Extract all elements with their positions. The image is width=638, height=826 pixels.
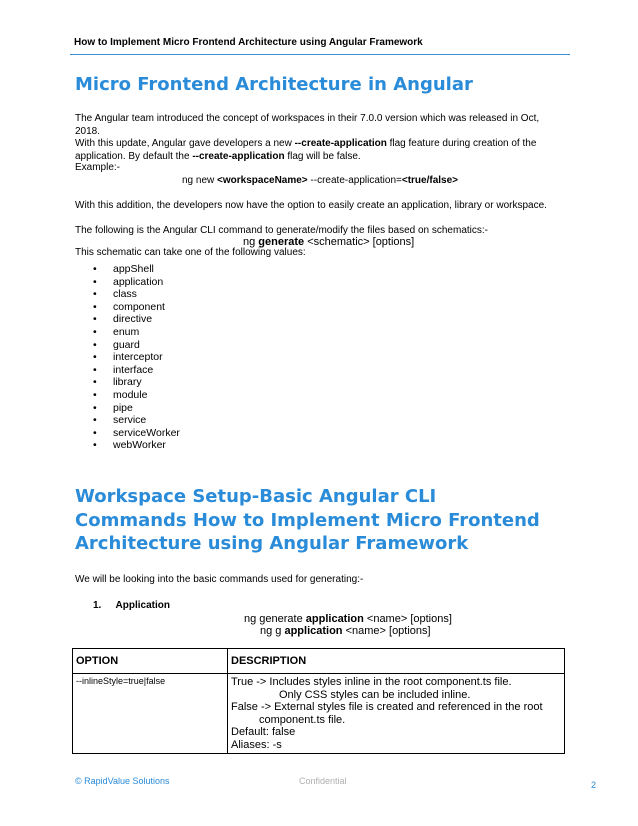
workspace-paragraph: With this addition, the developers now have the option to easily create an application, library or workspace.	[75, 200, 547, 211]
list-item-text: interface	[113, 363, 154, 376]
bullet-icon: •	[93, 288, 97, 301]
cmd4-c: <name> [options]	[342, 625, 431, 637]
list-item	[93, 351, 180, 364]
list-item-text: enum	[113, 325, 140, 338]
intro-paragraph	[75, 113, 555, 163]
cmd3-a: ng generate	[244, 613, 306, 625]
bullet-icon: •	[93, 388, 97, 401]
cmd2-c: <schematic> [options]	[304, 236, 415, 248]
desc-line: Default: false	[231, 726, 296, 738]
cmd1-a: ng new	[182, 175, 218, 186]
list-item-text: appShell	[113, 263, 154, 275]
cmd4-b: application	[284, 625, 343, 637]
list-item-text: pipe	[113, 401, 133, 414]
bullet-icon: •	[93, 300, 97, 313]
intro-line-1: The Angular team introduced the concept of workspaces in their 7.0.0 version which was released in Oct, 2018.	[75, 113, 540, 137]
list-item	[93, 389, 180, 402]
bullet-icon: •	[93, 351, 97, 364]
list-item-text: directive	[113, 313, 153, 326]
values-intro: This schematic can take one of the following values:	[75, 247, 306, 258]
list-item-text: service	[113, 414, 147, 427]
option-cell: --inlineStyle=true|false	[73, 674, 228, 754]
list-item	[93, 414, 180, 427]
bullet-icon: •	[93, 363, 97, 376]
cmd1-b: <workspaceName>	[217, 175, 308, 186]
list-item	[93, 439, 180, 452]
intro-flag-2: --create-application	[192, 150, 285, 162]
list-item-text: application	[113, 275, 164, 288]
list-item	[93, 263, 180, 276]
schematics-paragraph: The following is the Angular CLI command to generate/modify the files based on schematics:-	[75, 225, 488, 236]
intro-line-3a: application. By default the	[75, 150, 193, 162]
cmd4-a: ng g	[260, 625, 285, 637]
desc-line: True -> Includes styles inline in the root component.ts file.	[231, 676, 512, 688]
list-item-text: interceptor	[113, 351, 163, 364]
desc-line: component.ts file.	[259, 713, 346, 726]
ng-g-application-command	[260, 625, 431, 637]
list-item	[93, 326, 180, 339]
cmd2-b: generate	[258, 236, 305, 248]
bullet-icon: •	[93, 401, 97, 414]
bullet-icon: •	[93, 439, 97, 452]
list-item	[93, 276, 180, 289]
list-item-text: module	[113, 388, 148, 401]
header-option: OPTION	[73, 649, 228, 674]
list-item	[93, 301, 180, 314]
item-label: Application	[115, 600, 170, 611]
list-item	[93, 313, 180, 326]
list-item	[93, 376, 180, 389]
bullet-icon: •	[93, 414, 97, 427]
options-table	[72, 648, 565, 754]
bullet-icon: •	[93, 313, 97, 326]
table-header-row	[73, 649, 565, 674]
ng-generate-application-command	[244, 613, 452, 625]
bullet-icon: •	[93, 325, 97, 338]
list-item	[93, 288, 180, 301]
cmd3-c: <name> [options]	[363, 613, 452, 625]
cmd3-b: application	[305, 613, 364, 625]
schematic-values-list	[93, 263, 180, 452]
list-item	[93, 339, 180, 352]
page-header-title: How to Implement Micro Frontend Architecture using Angular Framework	[74, 37, 423, 48]
intro-line-3c: flag will be false.	[284, 150, 361, 162]
bullet-icon: •	[93, 263, 97, 275]
numbered-item-application	[93, 600, 170, 611]
list-item-text: guard	[113, 338, 140, 351]
description-cell	[228, 674, 565, 754]
list-item-text: serviceWorker	[113, 426, 180, 439]
intro-line-2a: With this update, Angular gave developers a new	[75, 138, 295, 149]
footer-confidential: Confidential	[299, 776, 347, 786]
page-number: 2	[591, 780, 597, 790]
bullet-icon: •	[93, 426, 97, 439]
ng-new-command	[182, 175, 458, 188]
cmd1-d: <true/false>	[401, 175, 459, 186]
intro-line-2c: flag feature during creation of the	[386, 138, 537, 149]
section-heading-workspace-setup: Workspace Setup-Basic Angular CLI Commands How to Implement Micro Frontend Architecture using Angular Framework	[75, 486, 540, 554]
header-divider	[70, 54, 570, 55]
example-label: Example:-	[75, 162, 121, 173]
bullet-icon: •	[93, 275, 97, 288]
desc-line: False -> External styles file is created and referenced in the root	[231, 701, 543, 713]
footer-company: © RapidValue Solutions	[75, 776, 170, 786]
commands-intro: We will be looking into the basic commands used for generating:-	[75, 574, 364, 585]
header-description: DESCRIPTION	[228, 649, 565, 674]
desc-line: Only CSS styles can be included inline.	[279, 688, 471, 701]
item-number: 1.	[93, 600, 102, 611]
list-item-text: class	[113, 288, 137, 301]
list-item-text: library	[113, 376, 142, 389]
list-item-text: component	[113, 300, 165, 313]
list-item	[93, 402, 180, 415]
bullet-icon: •	[93, 376, 97, 389]
list-item	[93, 427, 180, 440]
section-heading-micro-frontend: Micro Frontend Architecture in Angular	[75, 74, 473, 95]
desc-line: Aliases: -s	[231, 738, 282, 751]
list-item	[93, 364, 180, 377]
intro-flag-1: --create-application	[294, 138, 387, 149]
table-row	[73, 674, 565, 754]
cmd1-c: --create-application=	[307, 175, 402, 186]
list-item-text: webWorker	[113, 439, 166, 452]
bullet-icon: •	[93, 338, 97, 351]
cmd2-a: ng	[243, 236, 259, 248]
